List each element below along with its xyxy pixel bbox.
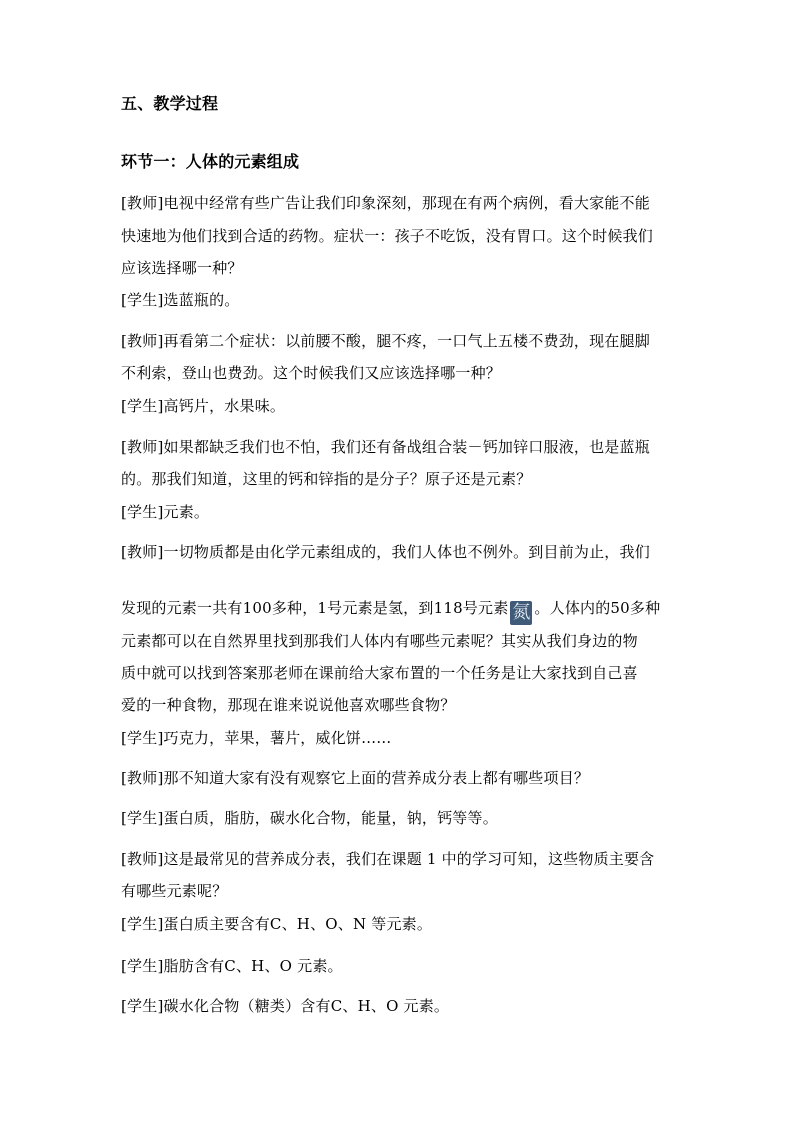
paragraph-line: [学生]蛋白质主要含有C、H、O、N 等元素。	[121, 915, 433, 933]
paragraph-line: 有哪些元素呢？	[121, 882, 228, 900]
paragraph-line: [教师]如果都缺乏我们也不怕，我们还有备战组合装－钙加锌口服液，也是蓝瓶	[121, 438, 650, 456]
paragraph-line: 不利索，登山也费劲。这个时候我们又应该选择哪一种？	[121, 364, 502, 382]
paragraph-line: [学生]蛋白质，脂肪，碳水化合物，能量，钠，钙等等。	[121, 809, 498, 827]
paragraph-line: [教师]一切物质都是由化学元素组成的，我们人体也不例外。到目前为止，我们	[121, 543, 650, 561]
paragraph-line: [学生]元素。	[121, 503, 210, 521]
paragraph-line: [教师]这是最常见的营养成分表，我们在课题 1 中的学习可知，这些物质主要含	[121, 850, 655, 868]
section-title: 五、教学过程	[121, 94, 219, 113]
paragraph-line: [教师]再看第二个症状：以前腰不酸，腿不疼，一口气上五楼不费劲，现在腿脚	[121, 332, 650, 350]
paragraph-line: [教师]电视中经常有些广告让我们印象深刻，那现在有两个病例，看大家能不能	[121, 194, 650, 212]
paragraph-line-with-glyph	[121, 598, 660, 625]
paragraph-line: 快速地为他们找到合适的药物。症状一：孩子不吃饭，没有胃口。这个时候我们	[121, 227, 654, 245]
subsection-title: 环节一：人体的元素组成	[121, 152, 300, 171]
paragraph-line: [学生]选蓝瓶的。	[121, 291, 240, 309]
paragraph-line: [学生]巧克力，苹果，薯片，威化饼……	[121, 729, 392, 747]
paragraph-line: [学生]碳水化合物（糖类）含有C、H、O 元素。	[121, 997, 450, 1015]
paragraph-text: 。人体内的50多种	[534, 599, 661, 617]
paragraph-line: 爱的一种食物，那现在谁来说说他喜欢哪些食物？	[121, 696, 456, 714]
element-glyph-image: 氮	[512, 602, 531, 623]
paragraph-line: 质中就可以找到答案那老师在课前给大家布置的一个任务是让大家找到自己喜	[121, 664, 638, 682]
paragraph-line: [学生]脂肪含有C、H、O 元素。	[121, 957, 343, 975]
paragraph-line: 应该选择哪一种？	[121, 259, 243, 277]
paragraph-line: 元素都可以在自然界里找到那我们人体内有哪些元素呢？其实从我们身边的物	[121, 632, 638, 650]
paragraph-line: [教师]那不知道大家有没有观察它上面的营养成分表上都有哪些项目？	[121, 769, 590, 787]
paragraph-text: 发现的元素一共有100多种，1号元素是氢，到118号元素	[121, 599, 509, 617]
paragraph-line: 的。那我们知道，这里的钙和锌指的是分子？原子还是元素？	[121, 470, 532, 488]
paragraph-line: [学生]高钙片，水果味。	[121, 397, 286, 415]
